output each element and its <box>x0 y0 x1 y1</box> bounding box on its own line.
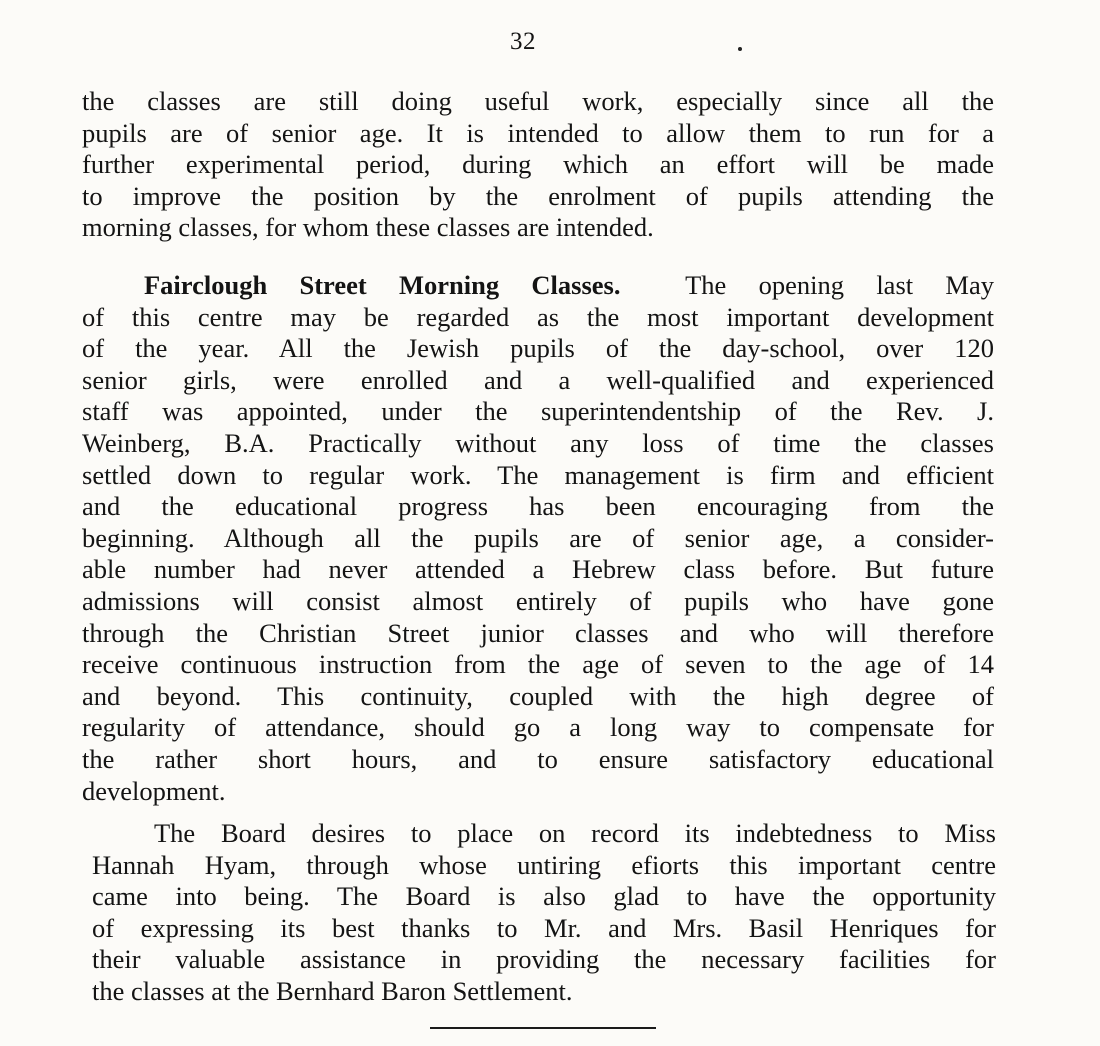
text-line: settled down to regular work. The management is firm and efficient <box>82 459 994 490</box>
paragraph-acknowledgement <box>92 818 996 1008</box>
text-line: further experimental period, during which an effort will be made <box>82 149 994 180</box>
text-line: senior girls, were enrolled and a well-qualified and experienced <box>82 364 994 395</box>
text-line: and beyond. This continuity, coupled with the high degree of <box>82 680 994 711</box>
text-line: and the educational progress has been encouraging from the <box>82 491 994 522</box>
paragraph-fairclough-street <box>82 270 994 807</box>
page-number: 32 <box>510 28 536 55</box>
text-line: to improve the position by the enrolment of pupils attending the <box>82 180 994 211</box>
section-end-rule <box>430 1027 656 1029</box>
text-line: morning classes, for whom these classes are intended. <box>82 212 654 243</box>
text-line: the classes are still doing useful work, especially since all the <box>82 86 994 116</box>
stray-mark <box>738 47 742 51</box>
text-line: staff was appointed, under the superintendentship of the Rev. J. <box>82 396 994 427</box>
text-line: through the Christian Street junior classes and who will therefore <box>82 617 994 648</box>
text-line: their valuable assistance in providing the necessary facilities for <box>92 944 996 975</box>
text-line: receive continuous instruction from the age of seven to the age of 14 <box>82 649 994 680</box>
paragraph-continuation <box>82 86 994 244</box>
text-line: admissions will consist almost entirely of pupils who have gone <box>82 585 994 616</box>
text-line: of the year. All the Jewish pupils of the day-school, over 120 <box>82 333 994 364</box>
text-line: of expressing its best thanks to Mr. and Mrs. Basil Henriques for <box>92 912 996 943</box>
text-line: the classes at the Bernhard Baron Settlement. <box>92 975 573 1006</box>
text-line: regularity of attendance, should go a long way to compensate for <box>82 712 994 743</box>
text-line-first <box>82 270 994 302</box>
text-line: beginning. Although all the pupils are of senior age, a consider- <box>82 522 994 553</box>
first-line-text: The opening last May <box>685 270 994 300</box>
text-line: the rather short hours, and to ensure satisfactory educational <box>82 743 994 774</box>
text-line: The Board desires to place on record its indebtedness to Miss <box>154 818 996 848</box>
text-line: came into being. The Board is also glad to have the opportunity <box>92 881 996 912</box>
text-line: able number had never attended a Hebrew class before. But future <box>82 554 994 585</box>
text-line: development. <box>82 775 226 806</box>
text-line: Weinberg, B.A. Practically without any loss of time the classes <box>82 427 994 458</box>
text-line: of this centre may be regarded as the most important development <box>82 301 994 332</box>
text-line: pupils are of senior age. It is intended to allow them to run for a <box>82 117 994 148</box>
text-line: Hannah Hyam, through whose untiring efiorts this important centre <box>92 849 996 880</box>
section-heading: Fairclough Street Morning Classes. <box>144 270 621 300</box>
